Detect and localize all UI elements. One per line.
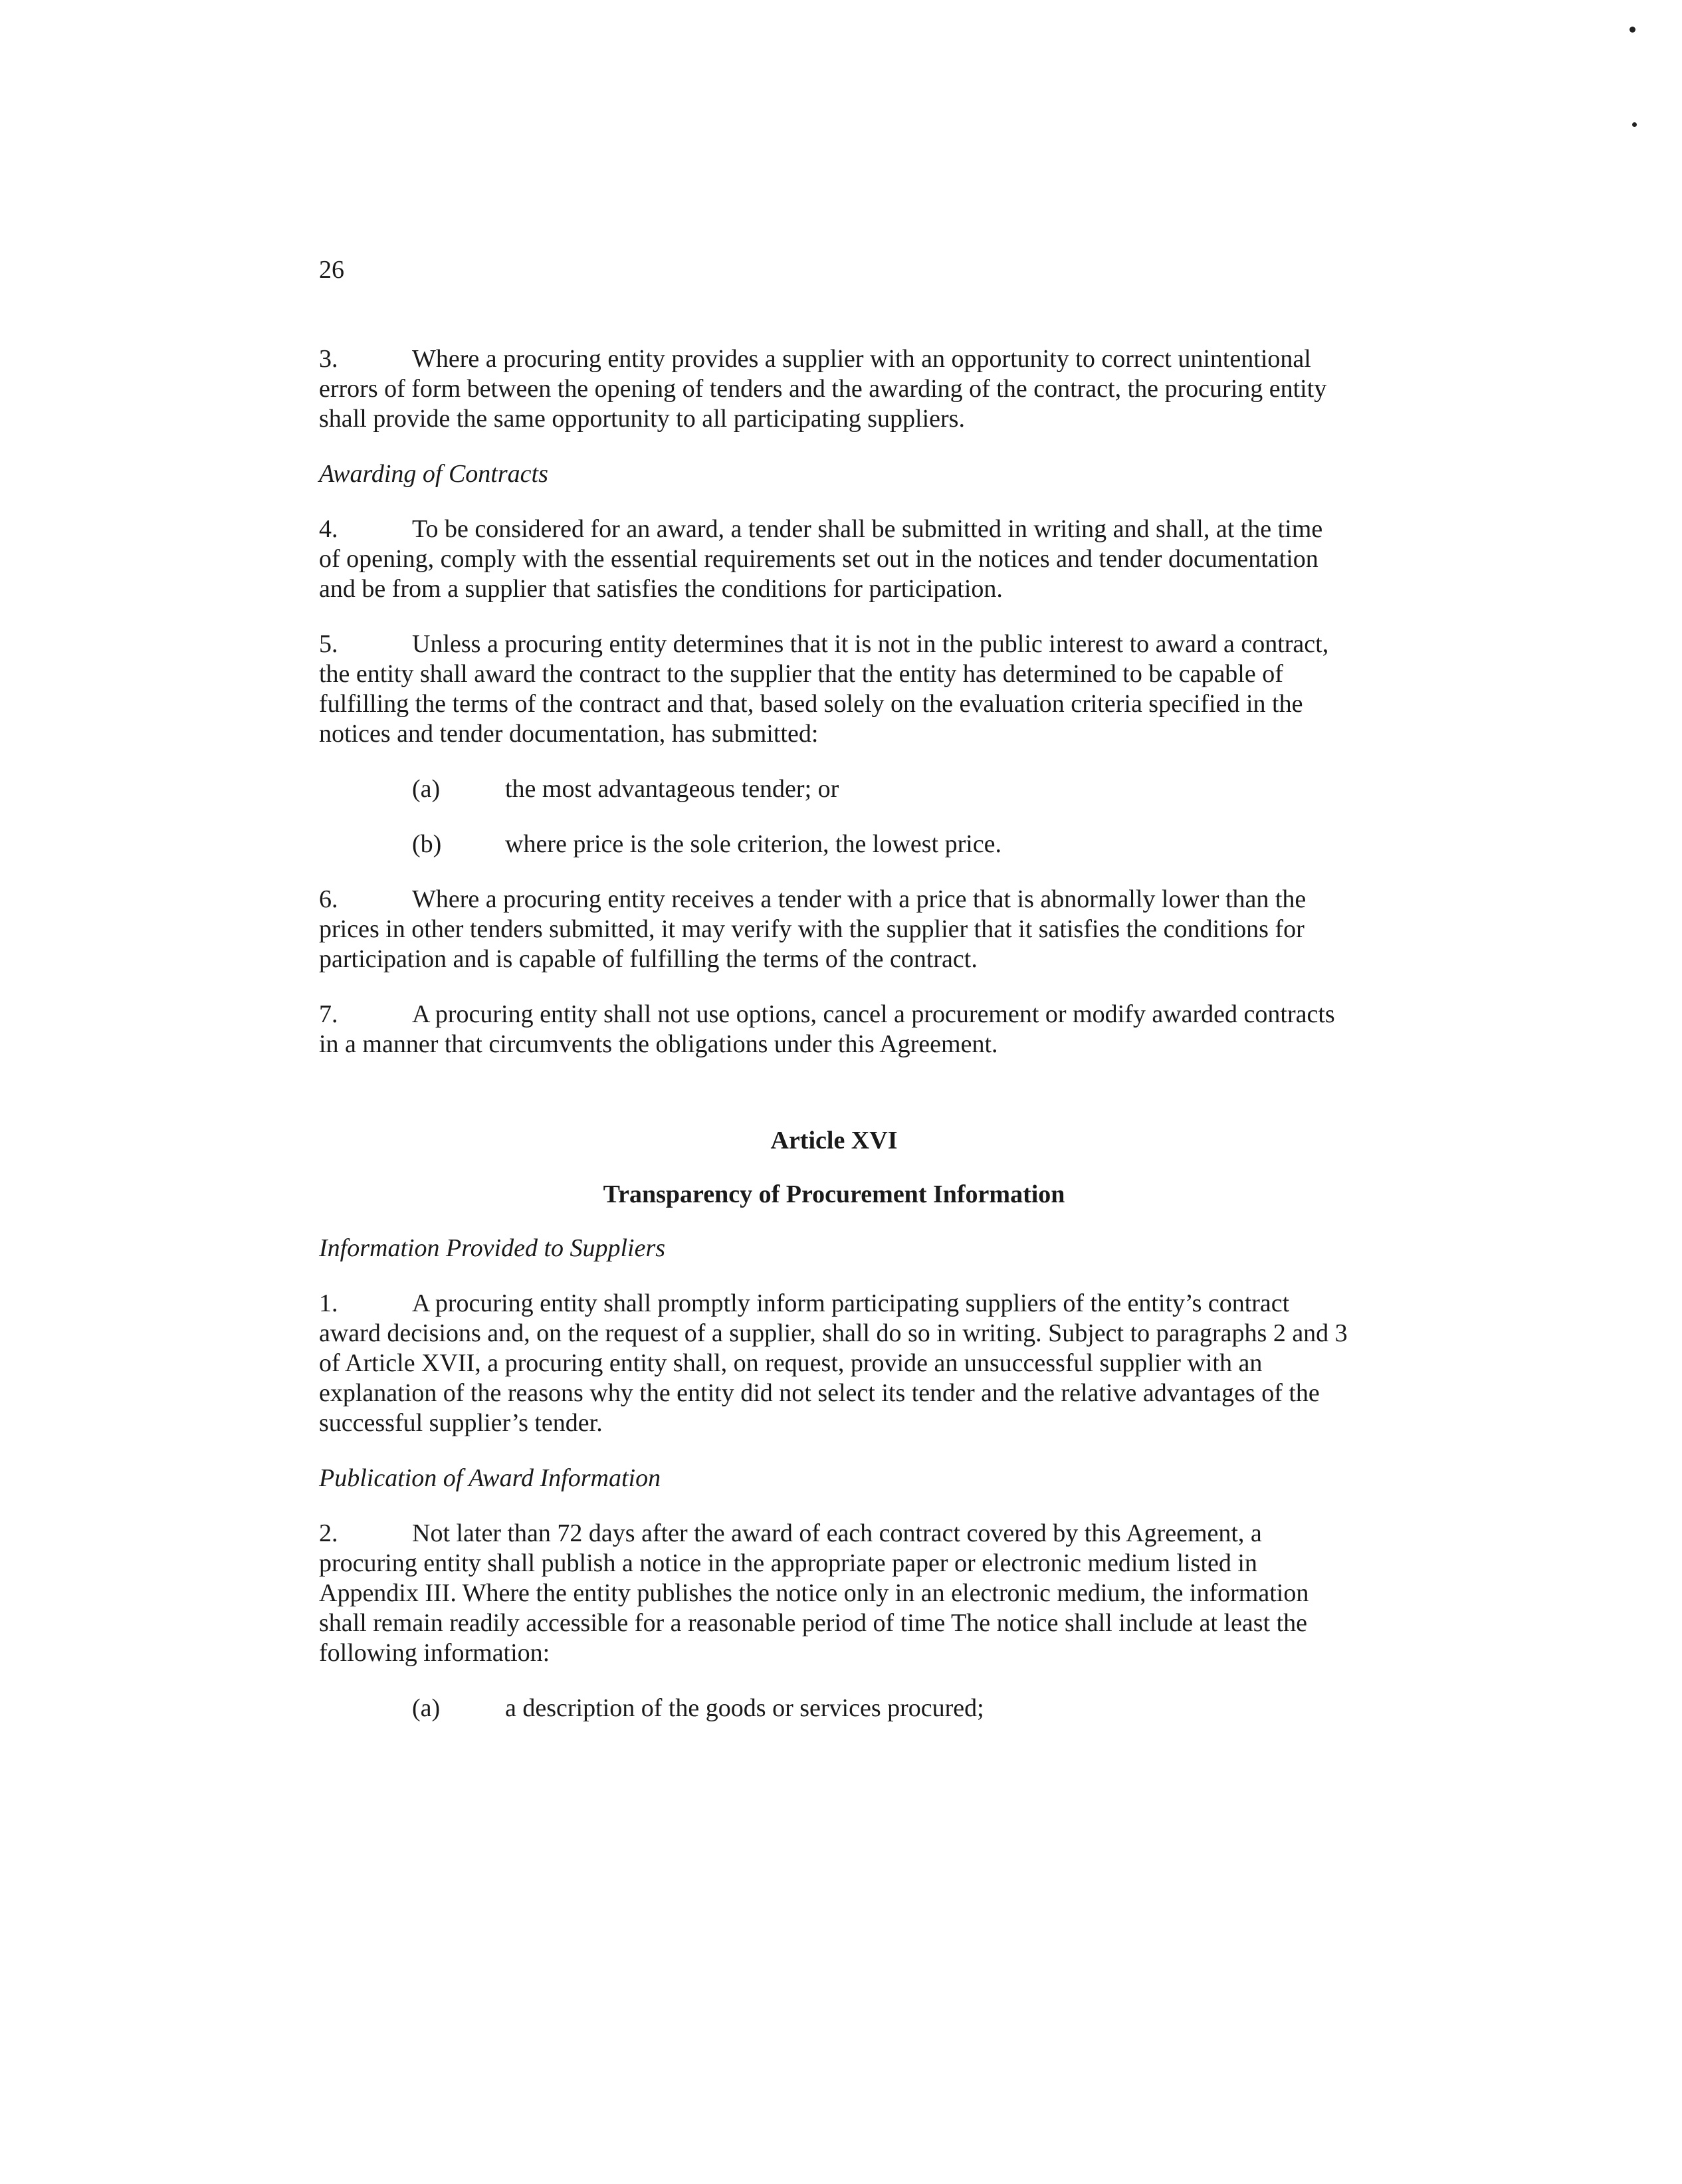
list-item-text: where price is the sole criterion, the lowest price. <box>505 830 1002 858</box>
paragraph-2 <box>319 1519 1349 1668</box>
paragraph-number: 5. <box>319 630 338 658</box>
paragraph-text: Where a procuring entity receives a tender with a price that is abnormally lower than the prices in other tenders submitted, it may verify with the supplier that it satisfies the conditions for participation and is capable of fulfilling the terms of the contract. <box>319 885 1307 973</box>
paragraph-number: 6. <box>319 885 338 913</box>
subheading-awarding-of-contracts: Awarding of Contracts <box>319 460 548 488</box>
paragraph-number: 3. <box>319 345 338 373</box>
paragraph-text: Not later than 72 days after the award of each contract covered by this Agreement, a procuring entity shall publish a notice in the appropriate paper or electronic medium listed in Appendix III. Where the entity publishes the notice only in an electronic medium, the information shall remain readily accessible for a reasonable period of time The notice shall include at least the following information: <box>319 1519 1309 1667</box>
paragraph-text: A procuring entity shall promptly inform participating suppliers of the entity’s contract award decisions and, on the request of a supplier, shall do so in writing. Subject to paragraphs 2 and 3 of Article XVII, a procuring entity shall, on request, provide an unsuccessful supplier with an explanation of the reasons why the entity did not select its tender and the relative advantages of the successful supplier’s tender. <box>319 1289 1348 1437</box>
paragraph-number: 7. <box>319 1000 338 1028</box>
paragraph-text: To be considered for an award, a tender shall be submitted in writing and shall, at the time of opening, comply with the essential requirements set out in the notices and tender documentation and be from a supplier that satisfies the conditions for participation. <box>319 515 1323 603</box>
paragraph-number: 2. <box>319 1519 338 1547</box>
paragraph-text: Unless a procuring entity determines that it is not in the public interest to award a contract, the entity shall award the contract to the supplier that the entity has determined to be capable of fulfilling the terms of the contract and that, based solely on the evaluation criteria specified in the notices and tender documentation, has submitted: <box>319 630 1329 748</box>
subheading-information-provided: Information Provided to Suppliers <box>319 1234 666 1262</box>
list-item-label: (a) <box>412 1694 441 1722</box>
article-heading: Article XVI <box>770 1127 898 1154</box>
scan-speck-lower <box>1632 122 1637 127</box>
list-item-label: (a) <box>412 775 441 803</box>
page-number: 26 <box>319 256 344 284</box>
paragraph-number: 1. <box>319 1289 338 1317</box>
list-item-text: a description of the goods or services procured; <box>505 1694 984 1722</box>
article-title: Transparency of Procurement Information <box>603 1180 1065 1208</box>
paragraph-3 <box>319 344 1349 434</box>
paragraph-number: 4. <box>319 515 338 543</box>
paragraph-6 <box>319 885 1349 974</box>
list-item-label: (b) <box>412 830 442 858</box>
paragraph-7 <box>319 1000 1349 1059</box>
list-item <box>412 774 1349 804</box>
scan-speck-top <box>1629 27 1635 33</box>
subheading-publication-of-award: Publication of Award Information <box>319 1464 661 1492</box>
document-body <box>319 344 1349 1749</box>
paragraph-text: Where a procuring entity provides a supplier with an opportunity to correct unintentional errors of form between the opening of tenders and the awarding of the contract, the procuring entity shall provide the same opportunity to all participating suppliers. <box>319 345 1327 433</box>
list-item-text: the most advantageous tender; or <box>505 775 839 803</box>
list-item <box>412 1693 1349 1723</box>
paragraph-4 <box>319 514 1349 604</box>
list-item <box>412 829 1349 859</box>
paragraph-text: A procuring entity shall not use options, cancel a procurement or modify awarded contracts in a manner that circumvents the obligations under this Agreement. <box>319 1000 1335 1058</box>
paragraph-5 <box>319 629 1349 749</box>
paragraph-1 <box>319 1289 1349 1438</box>
